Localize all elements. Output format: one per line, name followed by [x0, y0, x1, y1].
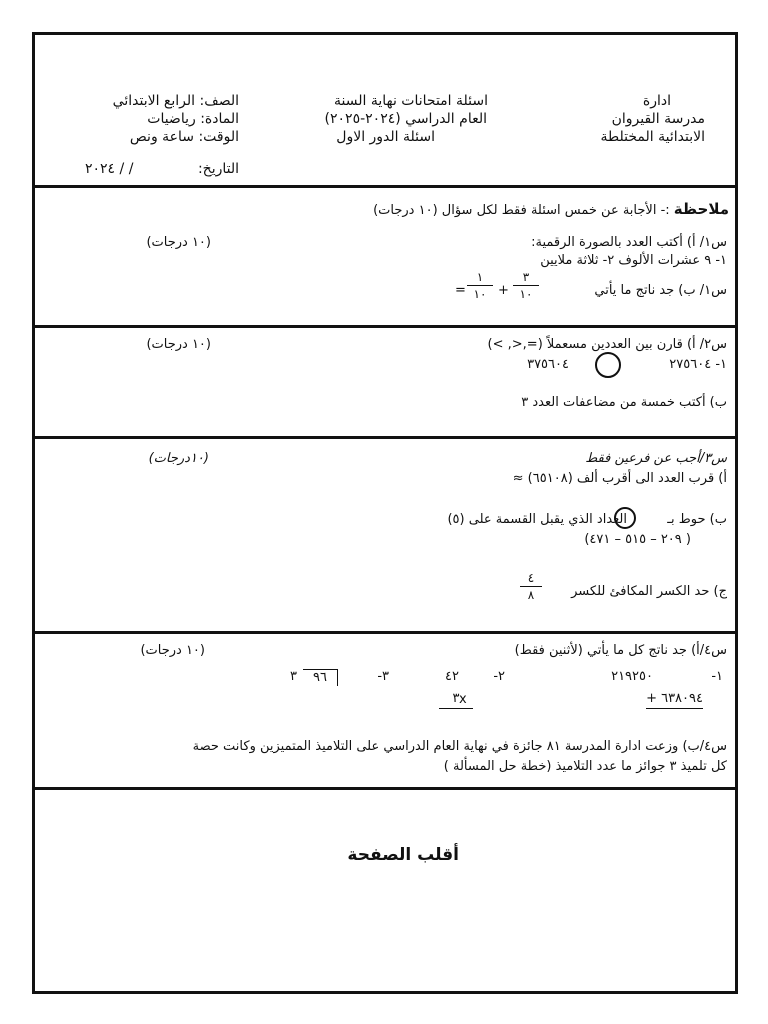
fraction-numerator: ٤	[527, 571, 535, 585]
q3-b-prefix: ب) حوط بـ	[667, 512, 727, 527]
q1-fraction-2	[467, 270, 493, 301]
q4-marks: (١٠ درجات)	[140, 643, 205, 658]
q1-a-items: ١- ٩ عشرات الألوف ٢- ثلاثة ملايين	[540, 253, 727, 268]
q4-p3-dividend: ٩٦	[303, 669, 338, 686]
q4-p1-top: ٢١٩٢٥٠	[611, 669, 653, 684]
exam-page	[32, 32, 738, 994]
q2-marks: (١٠ درجات)	[146, 337, 211, 352]
q4-p2-top: ٤٢	[445, 669, 459, 684]
q2-number-left: ٣٧٥٦٠٤	[527, 357, 569, 372]
q3-c-text: ج) حد الكسر المكافئ للكسر	[571, 584, 727, 599]
q3-title: س٣/أجب عن فرعين فقط	[585, 451, 727, 466]
section-divider	[35, 436, 735, 439]
q1-a-title: س١/ أ) أكتب العدد بالصورة الرقمية:	[531, 235, 727, 250]
q2-number-right: ١- ٢٧٥٦٠٤	[669, 357, 727, 372]
fraction-bar	[467, 285, 493, 286]
q1-marks: (١٠ درجات)	[146, 235, 211, 250]
q4-p1-bottom: ٦٣٨٠٩٤ +	[646, 691, 703, 709]
q1-fraction-1	[513, 270, 539, 301]
section-divider	[35, 631, 735, 634]
note-title: ملاحظة	[673, 200, 729, 218]
q3-b-text: العداد الذي يقبل القسمة على (٥)	[447, 512, 627, 527]
fraction-numerator: ٣	[522, 270, 530, 284]
fraction-denominator: ١٠	[473, 287, 487, 301]
header-date-label: التاريخ:	[197, 161, 239, 177]
q3-c-fraction	[520, 571, 542, 602]
fraction-bar	[520, 586, 542, 587]
q4-p2-operator: x	[459, 692, 467, 707]
fraction-numerator: ١	[476, 270, 484, 284]
q1-equals-sign: =	[455, 283, 466, 298]
q2-b-text: ب) أكتب خمسة من مضاعفات العدد ٣	[521, 395, 727, 410]
q3-b-numbers: ( ٢٠٩ – ٥١٥ – ٤٧١)	[584, 532, 691, 547]
header-school-type: الابتدائية المختلطة	[600, 129, 705, 145]
fraction-denominator: ١٠	[519, 287, 533, 301]
header-grade: الصف: الرابع الابتدائي	[112, 93, 239, 109]
q3-a-text: أ) قرب العدد الى أقرب ألف (٦٥١٠٨) ≈	[512, 471, 727, 486]
header-exam-round: اسئلة الدور الاول	[336, 129, 435, 145]
footer-turn-page: أقلب الصفحة	[347, 845, 459, 865]
fraction-denominator: ٨	[527, 588, 535, 602]
q4-b-line1: س٤/ب) وزعت ادارة المدرسة ٨١ جائزة في نهاية العام الدراسي على التلاميذ المتميزين وكانت حصة	[192, 739, 727, 754]
note-line	[373, 201, 729, 219]
q4-p3-divisor: ٣	[290, 669, 297, 684]
header-exam-title: اسئلة امتحانات نهاية السنة	[334, 93, 488, 109]
q4-a-title: س٤/أ) جد ناتج كل ما يأتي (لأثنين فقط)	[514, 643, 727, 658]
q4-p2-bottom: ٣	[439, 691, 473, 709]
section-divider	[35, 185, 735, 188]
q1-b-text: س١/ ب) جد ناتج ما يأتي	[594, 283, 727, 298]
q4-b-line2: كل تلميذ ٣ جوائز ما عدد التلاميذ (خطة حل المسألة )	[443, 759, 727, 774]
fraction-bar	[513, 285, 539, 286]
q3-marks: (١٠درجات)	[148, 451, 209, 466]
header-academic-year: العام الدراسي (٢٠٢٤-٢٠٢٥)	[324, 111, 487, 127]
header-admin: ادارة	[642, 93, 671, 109]
section-divider	[35, 787, 735, 790]
section-divider	[35, 325, 735, 328]
q4-p2-label: ٢-	[493, 669, 505, 684]
q4-p3-label: ٣-	[377, 669, 389, 684]
comparison-circle	[595, 352, 621, 378]
q2-a-title: س٢/ أ) قارن بين العددين مسعملاً (=,<, >)	[487, 337, 727, 352]
header-time: الوقت: ساعة ونص	[129, 129, 239, 145]
header-subject: المادة: رياضيات	[147, 111, 239, 127]
q4-p1-label: ١-	[711, 669, 723, 684]
header-date-value: / / ٢٠٢٤	[85, 161, 134, 177]
note-text: :- الأجابة عن خمس اسئلة فقط لكل سؤال (١٠ درجات)	[373, 203, 670, 218]
header-school: مدرسة القيروان	[611, 111, 705, 127]
q1-plus-sign: +	[498, 283, 509, 298]
